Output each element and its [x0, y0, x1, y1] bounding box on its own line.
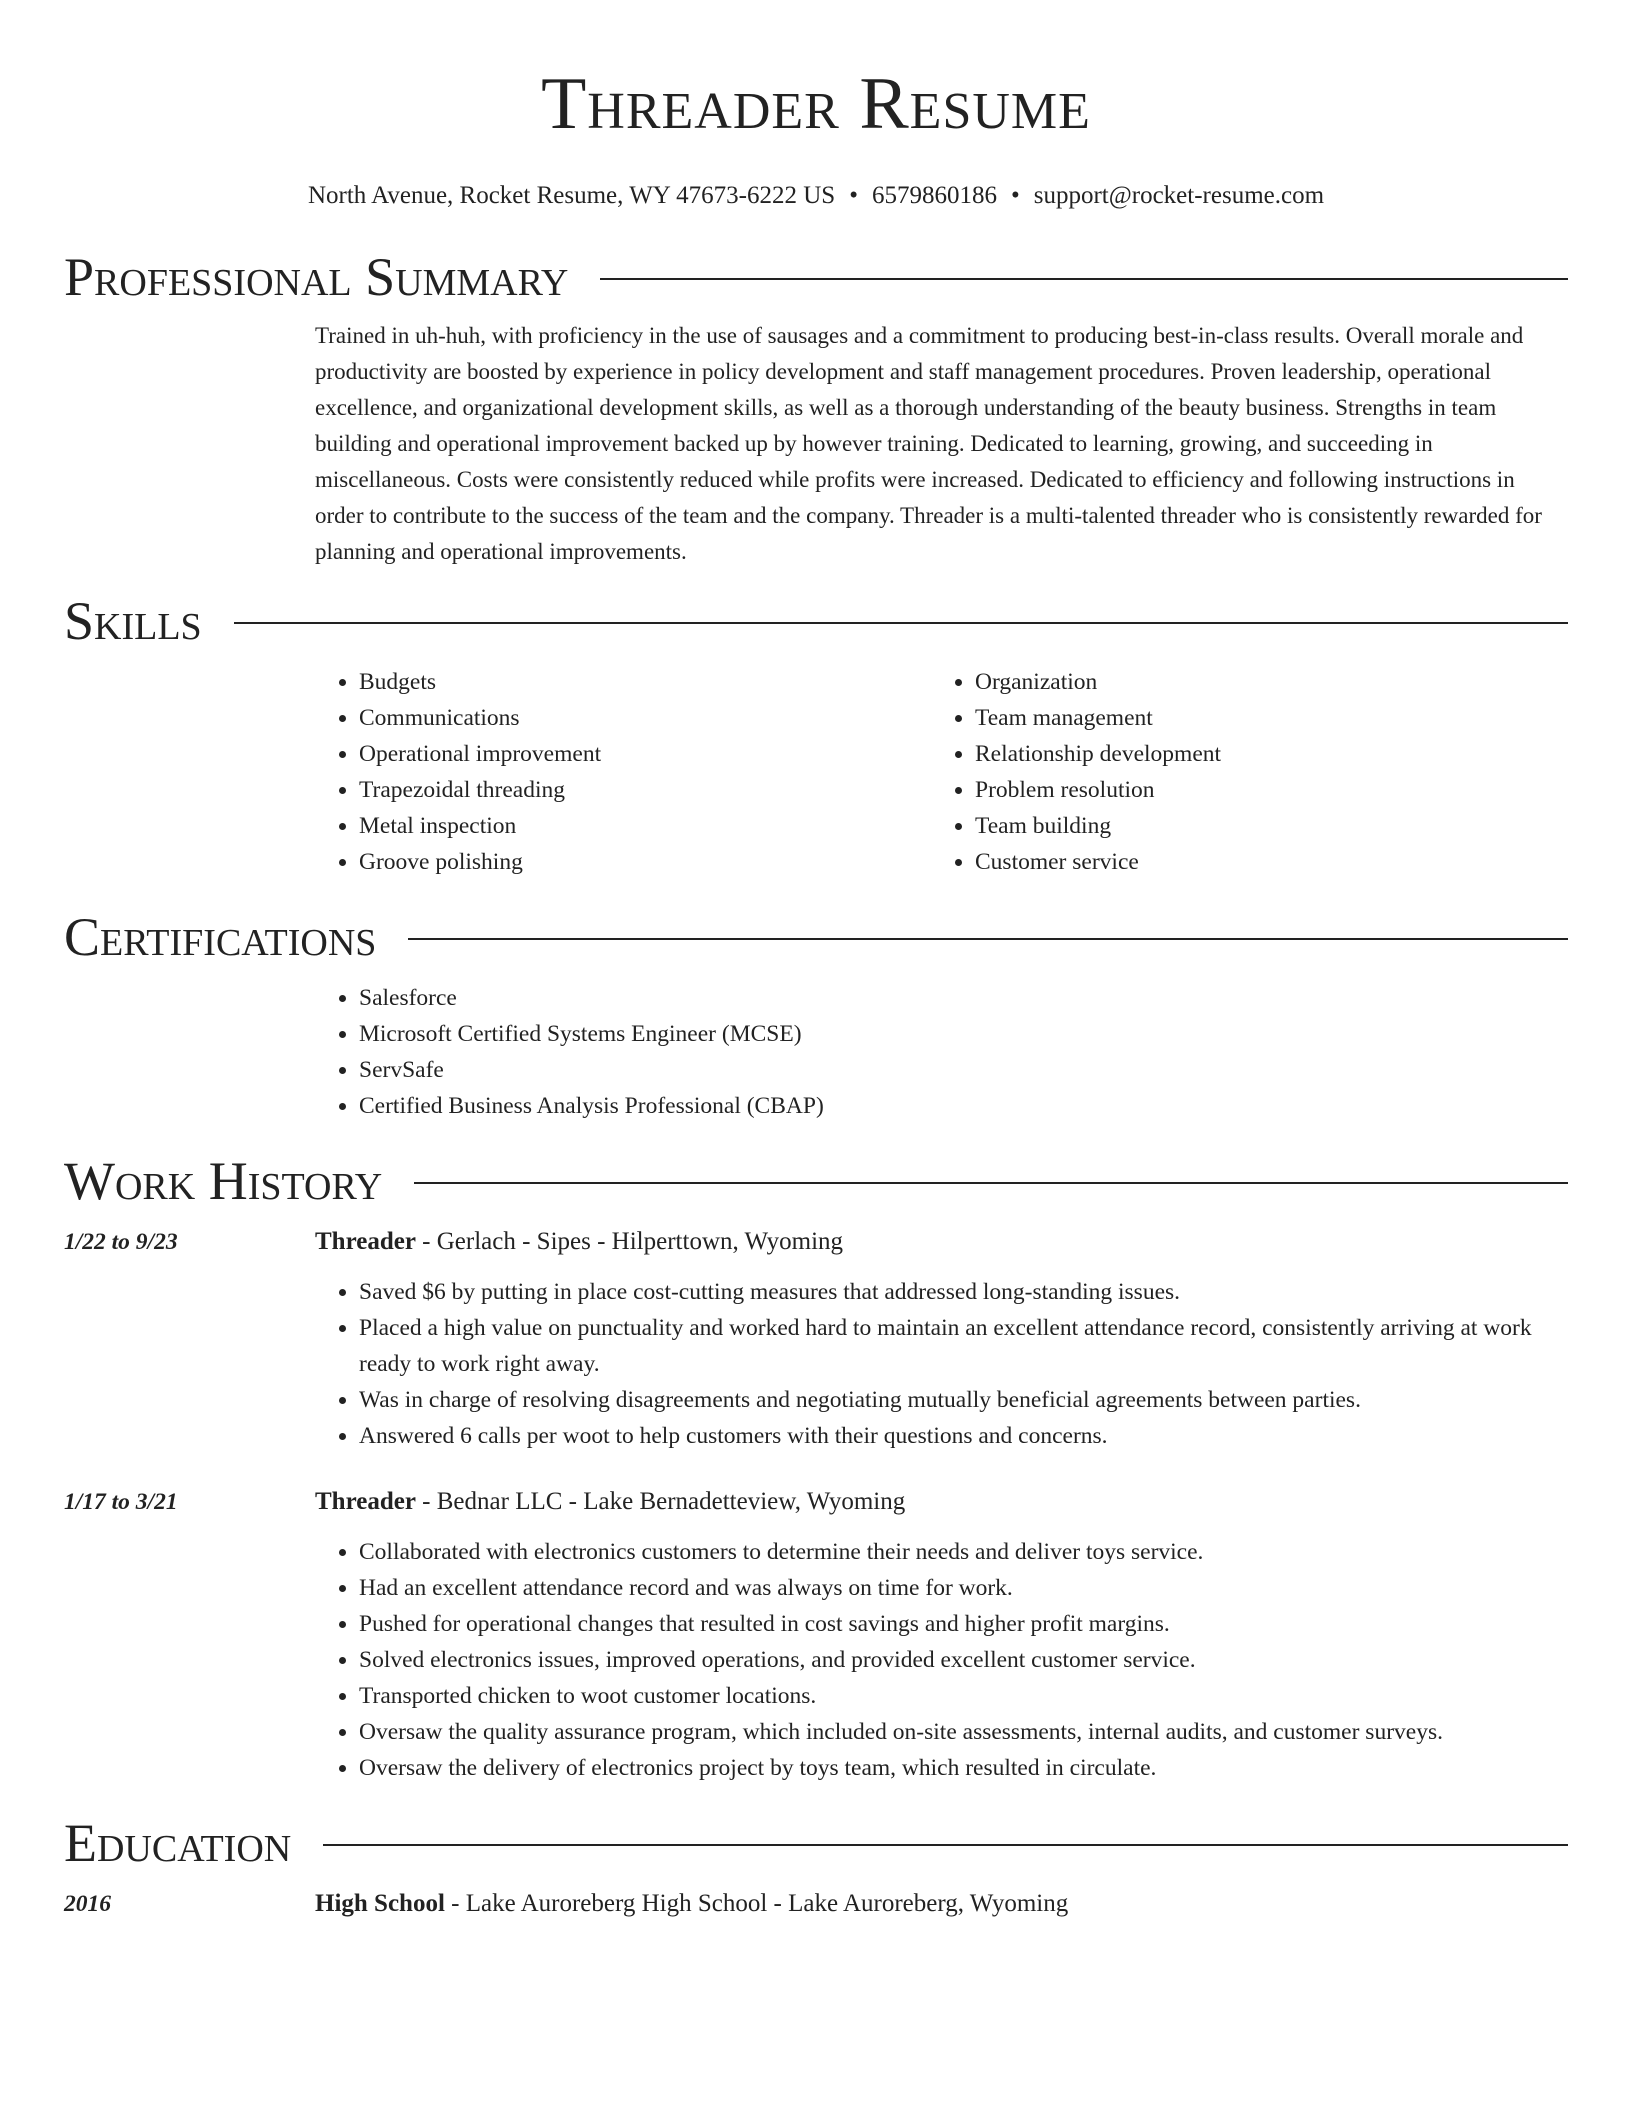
certifications-list: [315, 980, 1568, 1124]
contact-address: North Avenue, Rocket Resume, WY 47673-6222 US: [307, 182, 836, 209]
skill-item: • Team building: [975, 808, 1547, 844]
skill-item: • Customer service: [975, 844, 1547, 880]
section-divider: [234, 622, 1568, 624]
job-duty: • Collaborated with electronics customers to determine their needs and deliver toys service.: [359, 1534, 1568, 1570]
skill-item: • Budgets: [359, 664, 931, 700]
certification-item: • Microsoft Certified Systems Engineer (MCSE): [359, 1016, 1568, 1052]
certifications-header: [64, 906, 1568, 968]
education-school: - Lake Auroreberg High School - Lake Auroreberg, Wyoming: [444, 1890, 1069, 1917]
job-duty: • Oversaw the quality assurance program, which included on-site assessments, internal audits, and customer surveys.: [359, 1714, 1568, 1750]
contact-phone: 6579860186: [871, 182, 997, 209]
job-duty: • Oversaw the delivery of electronics project by toys team, which resulted in circulate.: [359, 1750, 1568, 1786]
skill-item: • Organization: [975, 664, 1547, 700]
job-role: Threader: [315, 1228, 416, 1255]
job-date: 1/17 to 3/21: [64, 1489, 178, 1515]
skill-item: • Groove polishing: [359, 844, 931, 880]
skill-item: • Trapezoidal threading: [359, 772, 931, 808]
summary-header: [64, 246, 1568, 308]
work-history-section: [64, 1150, 1568, 1786]
job-duty: • Placed a high value on punctuality and worked hard to maintain an excellent attendance record, consistently arriving at work ready to work right away.: [359, 1310, 1568, 1382]
job-title-line: [315, 1224, 1568, 1260]
skills-column-left: [315, 664, 931, 880]
contact-separator: •: [1010, 182, 1020, 209]
certification-item: • Certified Business Analysis Professional (CBAP): [359, 1088, 1568, 1124]
education-section: [64, 1812, 1568, 1922]
summary-section: [64, 246, 1568, 570]
education-entry: [64, 1886, 1568, 1922]
skills-list: [315, 664, 1568, 880]
job-duty: • Had an excellent attendance record and was always on time for work.: [359, 1570, 1568, 1606]
job-entry: [64, 1224, 1568, 1454]
education-line: [315, 1886, 1568, 1922]
section-divider: [600, 278, 1568, 280]
job-role: Threader: [315, 1488, 416, 1515]
summary-text: Trained in uh-huh, with proficiency in the use of sausages and a commitment to producing best-in-class results. Overall morale and productivity are boosted by experience in policy development and staff management procedures. Proven leadership, operational excellence, and organizational development skills, as well as a thorough understanding of the beauty business. Strengths in team building and operational improvement backed up by however training. Dedicated to learning, growing, and succeeding in miscellaneous. Costs were consistently reduced while profits were increased. Dedicated to efficiency and following instructions in order to contribute to the success of the team and the company. Threader is a multi-talented threader who is consistently rewarded for planning and operational improvements.: [315, 323, 1542, 564]
contact-line: [64, 180, 1568, 212]
job-date: 1/22 to 9/23: [64, 1229, 178, 1255]
education-date: 2016: [64, 1891, 111, 1917]
summary-title: Professional Summary: [64, 247, 569, 307]
skills-column-right: [931, 664, 1547, 880]
job-employer: - Bednar LLC - Lake Bernadetteview, Wyoming: [415, 1488, 906, 1515]
contact-separator: •: [849, 182, 858, 209]
skill-item: • Operational improvement: [359, 736, 931, 772]
job-duties: [315, 1534, 1568, 1786]
job-duty: • Pushed for operational changes that resulted in cost savings and higher profit margins.: [359, 1606, 1568, 1642]
education-title: Education: [64, 1813, 292, 1873]
job-duty: • Transported chicken to woot customer locations.: [359, 1678, 1568, 1714]
resume-name: Threader Resume: [541, 63, 1091, 145]
job-employer: - Gerlach - Sipes - Hilperttown, Wyoming: [415, 1228, 844, 1255]
education-header: [64, 1812, 1568, 1874]
skill-item: • Team management: [975, 700, 1547, 736]
job-title-line: [315, 1484, 1568, 1520]
certifications-section: [64, 906, 1568, 1124]
education-degree: High School: [315, 1890, 445, 1917]
job-duty: • Was in charge of resolving disagreements and negotiating mutually beneficial agreements between parties.: [359, 1382, 1568, 1418]
skill-item: • Metal inspection: [359, 808, 931, 844]
work-history-header: [64, 1150, 1568, 1212]
job-duty: • Solved electronics issues, improved operations, and provided excellent customer service.: [359, 1642, 1568, 1678]
section-divider: [414, 1182, 1568, 1184]
job-duty: • Saved $6 by putting in place cost-cutting measures that addressed long-standing issues.: [359, 1274, 1568, 1310]
work-history-title: Work History: [64, 1151, 383, 1211]
job-entry: [64, 1484, 1568, 1786]
contact-email: support@rocket-resume.com: [1033, 182, 1325, 209]
skills-section: [64, 590, 1568, 880]
skills-title: Skills: [64, 591, 202, 651]
certification-item: • ServSafe: [359, 1052, 1568, 1088]
certifications-title: Certifications: [64, 907, 377, 967]
section-divider: [323, 1844, 1568, 1846]
section-divider: [408, 938, 1568, 940]
job-duty: • Answered 6 calls per woot to help customers with their questions and concerns.: [359, 1418, 1568, 1454]
skill-item: • Problem resolution: [975, 772, 1547, 808]
skill-item: • Relationship development: [975, 736, 1547, 772]
skills-header: [64, 590, 1568, 652]
certification-item: • Salesforce: [359, 980, 1568, 1016]
job-duties: [315, 1274, 1568, 1454]
skill-item: • Communications: [359, 700, 931, 736]
